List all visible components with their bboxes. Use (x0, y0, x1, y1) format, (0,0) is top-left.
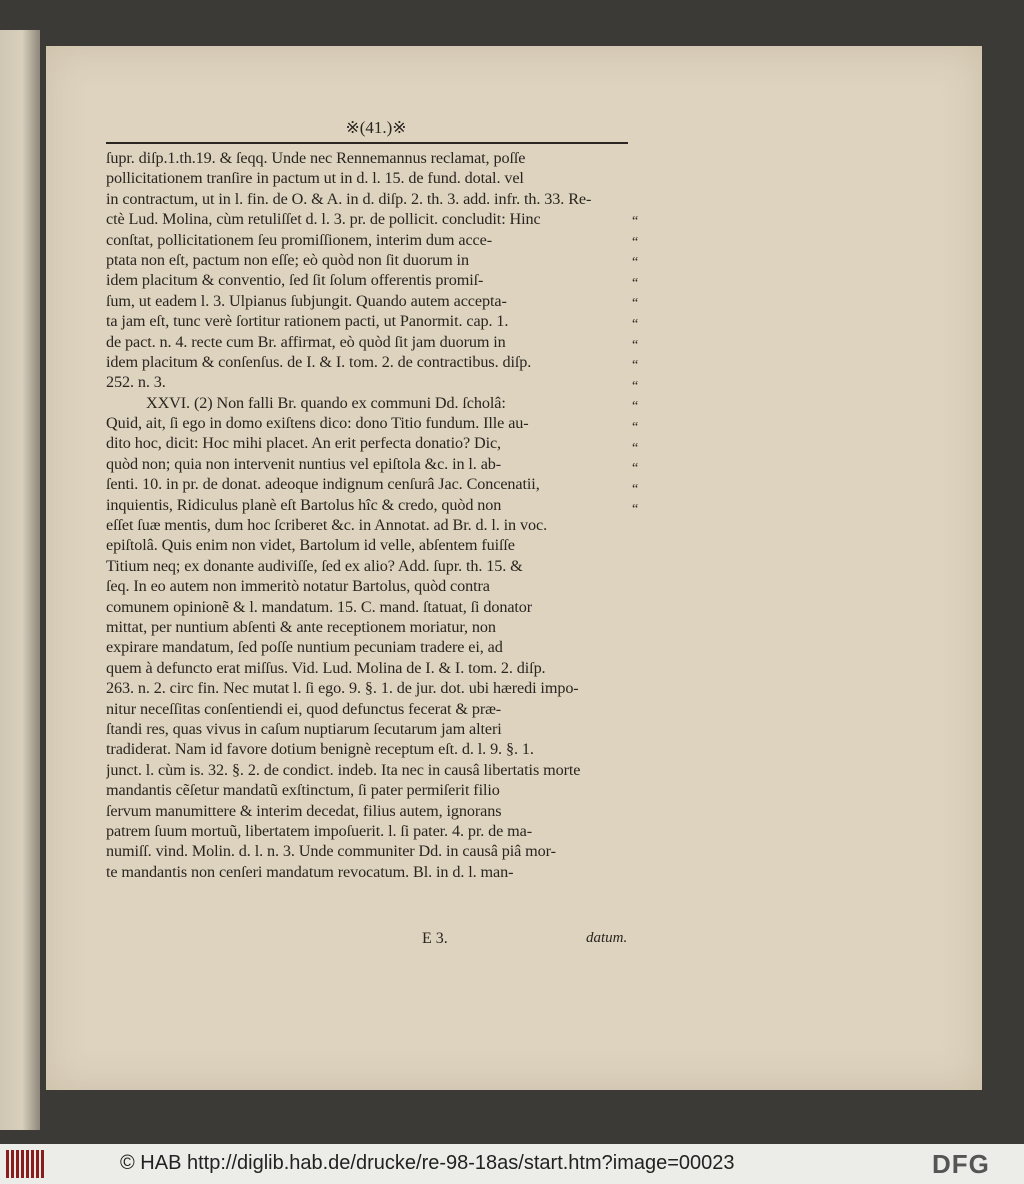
header-rule (106, 142, 628, 144)
text-line: in contractum, ut in l. fin. de O. & A. in d. diſp. 2. th. 3. add. infr. th. 33. Re- (106, 189, 592, 208)
quote-mark: “ (632, 502, 639, 518)
quote-mark: “ (632, 399, 639, 415)
body-text (106, 148, 638, 882)
text-line: idem placitum & conventio, ſed ſit ſolum offerentis promiſ- (106, 271, 484, 290)
copyright-url: © HAB http://diglib.hab.de/drucke/re-98-18as/start.htm?image=00023 (120, 1152, 735, 1174)
quote-mark: “ (632, 214, 639, 229)
text-line: comunem opinionẽ & l. mandatum. 15. C. mand. ſtatuat, ſi donator (106, 597, 533, 616)
text-line: conſtat, pollicitationem ſeu promiſſionem, interim dum acce- (106, 230, 492, 249)
text-line: inquientis, Ridiculus planè eſt Bartolus hîc & credo, quòd non (106, 495, 502, 514)
catchword: datum. (586, 930, 628, 946)
running-head: ※(41.)※ (345, 118, 407, 137)
text-line: ſeq. In eo autem non immeritò notatur Bartolus, quòd contra (106, 577, 490, 596)
quote-mark: “ (632, 378, 639, 394)
quote-mark: “ (632, 275, 639, 291)
text-line: idem placitum & conſenſus. de I. & I. tom. 2. de contractibus. diſp. (106, 352, 532, 371)
text-line: ſenti. 10. in pr. de donat. adeoque indignum cenſurâ Jac. Concenatii, (106, 475, 540, 494)
text-line: ta jam eſt, tunc verè ſortitur rationem pacti, ut Panormit. cap. 1. (106, 312, 509, 331)
quote-mark: “ (632, 296, 639, 312)
dfg-logo: DFG (932, 1149, 990, 1179)
text-line: numiſſ. vind. Molin. d. l. n. 3. Unde communiter Dd. in causâ piâ mor- (106, 842, 556, 861)
text-line: nitur neceſſitas conſentiendi ei, quod defunctus fecerat & præ- (106, 699, 502, 718)
text-line: junct. l. cùm is. 32. §. 2. de condict. indeb. Ita nec in causâ libertatis morte (106, 760, 581, 779)
text-line: eſſet ſuæ mentis, dum hoc ſcriberet &c. in Annotat. ad Br. d. l. in voc. (106, 516, 548, 535)
text-line: Quid, ait, ſi ego in domo exiſtens dico: dono Titio fundum. Ille au- (106, 414, 529, 433)
text-line: mandantis cẽſetur mandatũ exſtinctum, ſi pater permiſerit filio (106, 781, 500, 800)
text-line: mittat, per nuntium abſenti & ante receptionem moriatur, non (106, 617, 496, 636)
quote-mark: “ (632, 337, 639, 353)
text-line: pollicitationem tranſire in pactum ut in d. l. 15. de fund. dotal. vel (106, 169, 524, 188)
text-line: ſtandi res, quas vivus in caſum nuptiarum ſecutarum jam alteri (106, 719, 502, 738)
text-line: expirare mandatum, ſed poſſe nuntium pecuniam tradere ei, ad (106, 638, 503, 657)
text-line: dito hoc, dicit: Hoc mihi placet. An erit perfecta donatio? Dic, (106, 434, 502, 453)
adjacent-page-edge (0, 30, 40, 1130)
text-line: 263. n. 2. circ fin. Nec mutat l. ſi ego. 9. §. 1. de jur. dot. ubi hæredi impo- (106, 679, 579, 698)
text-line: ſervum manumittere & interim decedat, filius autem, ignorans (106, 801, 502, 820)
quote-mark: “ (632, 255, 639, 271)
quote-mark: “ (632, 234, 639, 250)
quote-mark: “ (632, 461, 639, 477)
text-line: 252. n. 3. (106, 373, 166, 392)
text-line: Titium neq; ex donante audiviſſe, ſed ex alio? Add. ſupr. th. 15. & (106, 556, 523, 575)
text-line: te mandantis non cenſeri mandatum revocatum. Bl. in d. l. man- (106, 862, 514, 881)
text-line: patrem ſuum mortuũ, libertatem impoſuerit. l. ſi pater. 4. pr. de ma- (106, 821, 533, 840)
text-line: quem à defuncto erat miſſus. Vid. Lud. Molina de I. & I. tom. 2. diſp. (106, 658, 546, 677)
viewer-footer (0, 1144, 1024, 1184)
quote-mark: “ (632, 481, 639, 497)
book-page (46, 46, 982, 1090)
quote-mark: “ (632, 316, 639, 332)
quote-mark: “ (632, 440, 639, 456)
text-line: XXVI. (2) Non falli Br. quando ex communi Dd. ſcholâ: (146, 393, 506, 412)
quote-mark: “ (632, 358, 639, 374)
text-line: ſum, ut eadem l. 3. Ulpianus ſubjungit. Quando autem accepta- (106, 291, 507, 310)
text-line: ſupr. diſp.1.th.19. & ſeqq. Unde nec Rennemannus reclamat, poſſe (106, 149, 526, 167)
signature-mark: E 3. (422, 930, 448, 947)
text-line: ptata non eſt, pactum non eſſe; eò quòd non ſit duorum in (106, 250, 469, 269)
text-line: de pact. n. 4. recte cum Br. affirmat, eò quòd ſit jam duorum in (106, 332, 506, 351)
text-line: ctè Lud. Molina, cùm retuliſſet d. l. 3. pr. de pollicit. concludit: Hinc (106, 210, 541, 229)
hab-logo-icon (6, 1150, 44, 1178)
quote-mark: “ (632, 419, 639, 435)
text-line: epiſtolâ. Quis enim non videt, Bartolum id velle, abſentem fuiſſe (106, 536, 515, 555)
marginal-quote-marks (632, 212, 654, 521)
text-line: quòd non; quia non intervenit nuntius vel epiſtola &c. in l. ab- (106, 454, 502, 473)
text-line: tradiderat. Nam id favore dotium benignè receptum eſt. d. l. 9. §. 1. (106, 740, 534, 759)
